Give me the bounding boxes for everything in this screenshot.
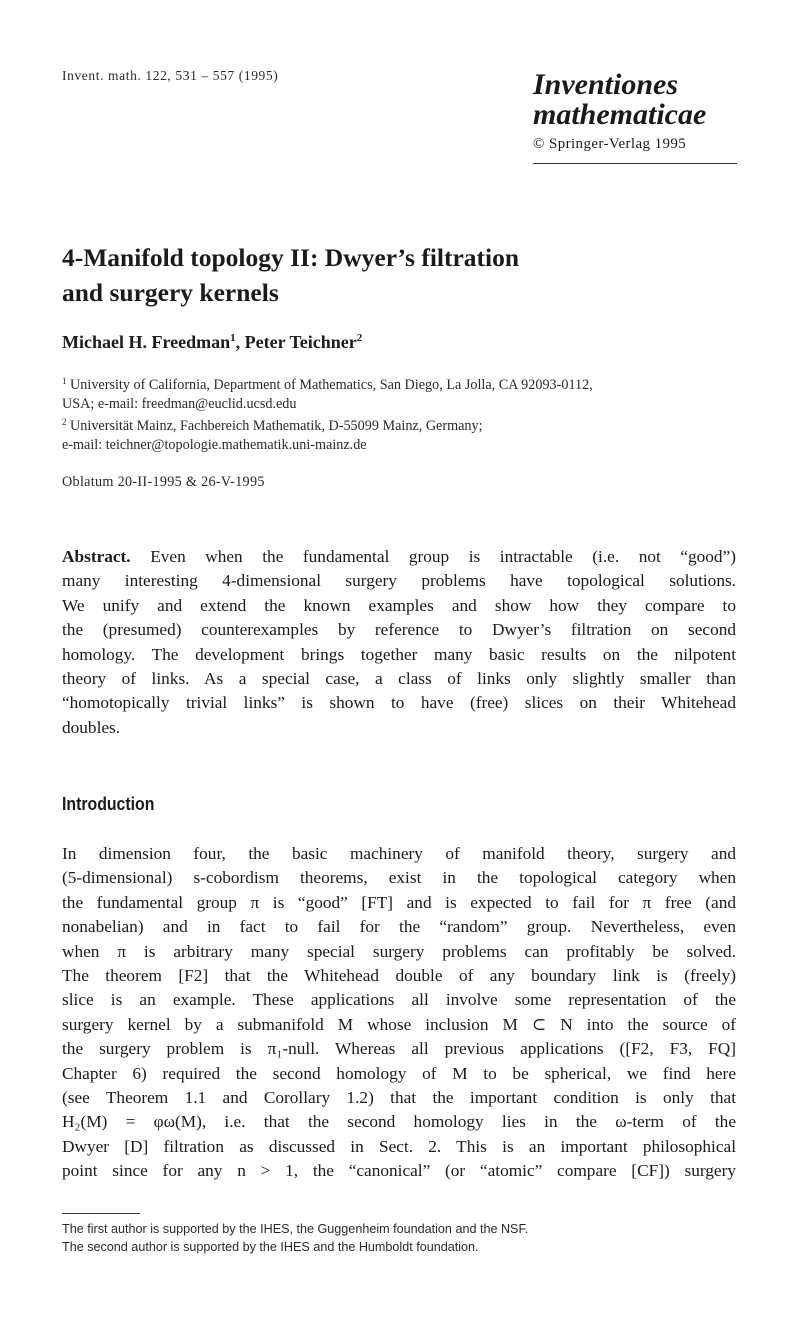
author-name: Michael H. Freedman: [62, 332, 231, 352]
footnote-line: The first author is supported by the IHES, the Guggenheim foundation and the NSF.: [62, 1222, 529, 1236]
body-line: H₂(M) = φω(M), i.e. that the second homology lies in the ω-term of the: [62, 1112, 736, 1132]
author-affiliation-mark: 2: [356, 332, 363, 344]
body-line: when π is arbitrary many special surgery problems can profitably be solved.: [62, 941, 736, 961]
footnote-line: The second author is supported by the IHES and the Humboldt foundation.: [62, 1240, 479, 1254]
affiliation-line: $^1$ University of California, Department of Mathematics, San Diego, La Jolla, CA 92093-0112,: [62, 376, 593, 393]
header-rule: [533, 163, 737, 164]
affiliations: [62, 372, 742, 455]
body-line: slice is an example. These applications all involve some representation of the: [62, 990, 736, 1010]
body-line: surgery kernel by a submanifold M whose inclusion M ⊂ N into the source of: [62, 1014, 736, 1034]
body-line: Dwyer [D] filtration as discussed in Sect. 2. This is an important philosophical: [62, 1136, 736, 1156]
abstract-line: “homotopically trivial links” is shown to have (free) slices on their Whitehead: [62, 693, 736, 713]
footnote-rule: [62, 1213, 140, 1214]
affiliation-mark: 2: [62, 417, 67, 428]
introduction-body: [62, 842, 736, 1184]
section-heading: Introduction: [62, 794, 155, 814]
body-line: The theorem [F2] that the Whitehead double of any boundary link is (freely): [62, 966, 736, 986]
body-line: nonabelian) and in fact to fail for the “random” group. Nevertheless, even: [62, 917, 736, 937]
paper-title: [62, 240, 519, 310]
abstract-line: the (presumed) counterexamples by reference to Dwyer’s filtration on second: [62, 620, 736, 640]
affiliation-line: USA; e-mail: freedman@euclid.ucsd.edu: [62, 395, 297, 412]
abstract-line: doubles.: [62, 717, 121, 737]
author-list: [62, 332, 362, 353]
title-line1: 4-Manifold topology II: Dwyer’s filtration: [62, 243, 520, 272]
affiliation-line: $^2$ Universität Mainz, Fachbereich Mathematik, D-55099 Mainz, Germany;: [62, 417, 483, 435]
author-separator: ,: [235, 332, 245, 352]
footnotes: [62, 1220, 528, 1256]
abstract-line: Abstract. Even when the fundamental group is intractable (i.e. not “good”): [62, 547, 736, 566]
journal-name-line1: Inventiones: [533, 68, 679, 101]
body-line: the surgery problem is π₁-null. Whereas all previous applications ([F2, F3, FQ]: [62, 1039, 736, 1059]
abstract-line: homology. The development brings together many basic results on the nilpotent: [62, 644, 736, 664]
affiliation-line: e-mail: teichner@topologie.mathematik.uni-mainz.de: [62, 437, 367, 454]
abstract-line: theory of links. As a special case, a class of links only slightly smaller than: [62, 669, 736, 689]
abstract-line: We unify and extend the known examples and show how they compare to: [62, 595, 736, 615]
affiliation-mark: 1: [62, 376, 67, 386]
abstract-line: many interesting 4-dimensional surgery problems have topological solutions.: [62, 571, 736, 591]
journal-copyright: © Springer-Verlag 1995: [533, 136, 687, 152]
body-line: In dimension four, the basic machinery of manifold theory, surgery and: [62, 844, 736, 863]
abstract-label: Abstract.: [62, 547, 131, 566]
journal-logo: [533, 70, 706, 130]
body-line: the fundamental group π is “good” [FT] and is expected to fail for π free (and: [62, 892, 736, 912]
journal-name-line2: mathematicae: [533, 98, 707, 131]
journal-citation: Invent. math. 122, 531 – 557 (1995): [62, 68, 279, 83]
author-affiliation-mark: 1: [230, 332, 236, 344]
title-line2: and surgery kernels: [62, 278, 279, 307]
received-dates: Oblatum 20-II-1995 & 26-V-1995: [62, 474, 265, 490]
body-line: (see Theorem 1.1 and Corollary 1.2) that the important condition is only that: [62, 1088, 736, 1108]
author-name: Peter Teichner: [244, 332, 357, 352]
body-line: point since for any n > 1, the “canonical” (or “atomic” compare [CF]) surgery: [62, 1161, 736, 1181]
abstract: [62, 545, 736, 740]
body-line: Chapter 6) required the second homology of M to be spherical, we find here: [62, 1063, 736, 1083]
body-line: (5-dimensional) s-cobordism theorems, exist in the topological category when: [62, 868, 736, 888]
